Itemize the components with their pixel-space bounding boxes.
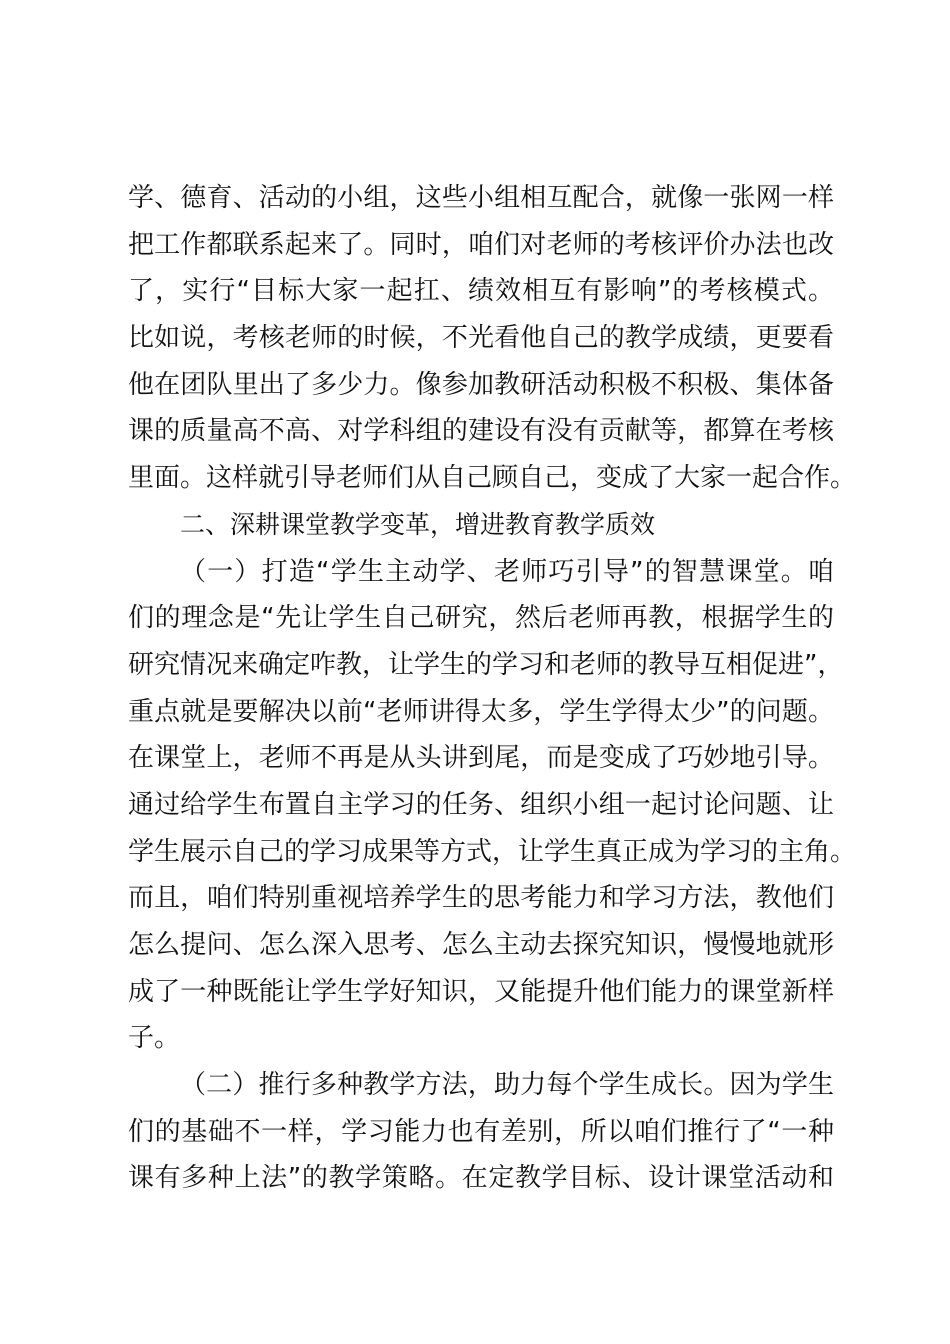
paragraph-line: 们的基础不一样，学习能力也有差别，所以咱们推行了“一种	[128, 1116, 834, 1147]
paragraph-line: 了，实行“目标大家一起扛、绩效相互有影响”的考核模式。	[128, 276, 834, 307]
paragraph-line: 子。	[128, 1023, 181, 1054]
paragraph-line: 把工作都联系起来了。同时，咱们对老师的考核评价办法也改	[128, 229, 834, 260]
paragraph-line: 在课堂上，老师不再是从头讲到尾，而是变成了巧妙地引导。	[128, 743, 834, 774]
paragraph-line: 成了一种既能让学生学好知识，又能提升他们能力的课堂新样	[128, 976, 834, 1007]
paragraph-line: 们的理念是“先让学生自己研究，然后老师再教，根据学生的	[128, 603, 834, 634]
paragraph-line: 而且，咱们特别重视培养学生的思考能力和学习方法，教他们	[128, 883, 834, 914]
paragraph-line: 他在团队里出了多少力。像参加教研活动积极不积极、集体备	[128, 369, 834, 400]
section-heading: 二、深耕课堂教学变革，增进教育教学质效	[180, 509, 656, 539]
paragraph-line: 学生展示自己的学习成果等方式，让学生真正成为学习的主角。	[128, 836, 857, 867]
paragraph-line: （一）打造“学生主动学、老师巧引导”的智慧课堂。咱	[180, 556, 834, 587]
paragraph-line: 重点就是要解决以前“老师讲得太多，学生学得太少”的问题。	[128, 696, 834, 727]
paragraph-line: 研究情况来确定咋教，让学生的学习和老师的教导互相促进”，	[128, 649, 844, 680]
paragraph-line: 课的质量高不高、对学科组的建设有没有贡献等，都算在考核	[128, 416, 834, 447]
paragraph-line: 里面。这样就引导老师们从自己顾自己，变成了大家一起合作。	[128, 463, 857, 494]
paragraph-line: （二）推行多种教学方法，助力每个学生成长。因为学生	[180, 1070, 834, 1101]
paragraph-line: 课有多种上法”的教学策略。在定教学目标、设计课堂活动和	[128, 1163, 834, 1194]
paragraph-line: 通过给学生布置自主学习的任务、组织小组一起讨论问题、让	[128, 789, 834, 820]
paragraph-line: 怎么提问、怎么深入思考、怎么主动去探究知识，慢慢地就形	[128, 930, 834, 960]
paragraph-line: 比如说，考核老师的时候，不光看他自己的教学成绩，更要看	[128, 323, 834, 354]
paragraph-line: 学、德育、活动的小组，这些小组相互配合，就像一张网一样	[128, 183, 834, 213]
